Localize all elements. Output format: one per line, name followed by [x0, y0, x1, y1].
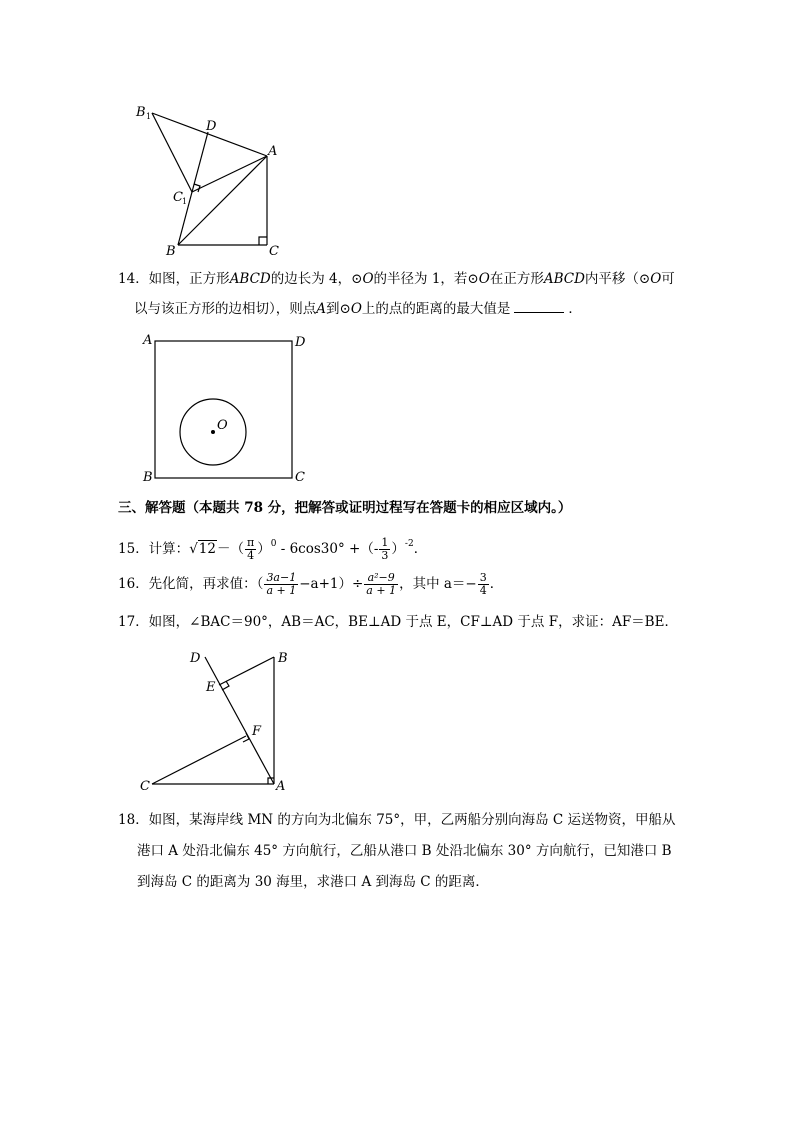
figure-q13 — [130, 100, 290, 260]
q14-text-a: ．如图，正方形 — [135, 271, 230, 287]
q14-o-3: O — [650, 271, 662, 287]
q16-frac-2 — [364, 572, 398, 597]
section-3-title: 三、解答题 — [118, 500, 186, 516]
label-b: B — [143, 470, 153, 485]
segment-a-b — [178, 156, 267, 245]
label-c1-sub: 1 — [182, 197, 188, 206]
label-b1-sub: 1 — [146, 112, 152, 121]
segment-a-c1 — [192, 156, 267, 192]
q14-line-1 — [118, 270, 675, 288]
q14-text-h: 到⊙ — [326, 301, 351, 317]
label-d: D — [190, 651, 201, 666]
q15-frac-pi-4 — [245, 537, 256, 562]
label-a: A — [268, 144, 278, 159]
q15-three: 3 — [381, 549, 389, 562]
q14-text-g: 以与该正方形的边相切），则点 — [134, 301, 317, 317]
label-b1: B — [136, 105, 146, 120]
q15-four: 4 — [247, 549, 255, 562]
q18-line-1 — [118, 811, 676, 829]
q14-abcd-2: ABCD — [543, 271, 585, 287]
q15-end: ． — [413, 541, 428, 557]
q16-den2: a + 1 — [366, 584, 397, 597]
label-a: A — [143, 333, 153, 348]
section-3-heading — [118, 499, 571, 517]
label-o: O — [217, 418, 228, 433]
q15-close2: ） — [391, 541, 405, 557]
q14-text-e: 内平移（⊙ — [584, 271, 651, 287]
q14-o-2: O — [478, 271, 490, 287]
q14-abcd-1: ABCD — [229, 271, 271, 287]
q16-mid2: ，其中 a＝− — [399, 576, 477, 592]
q15-close0: ） — [257, 541, 271, 557]
q18-line-3 — [137, 873, 489, 891]
label-c: C — [269, 244, 279, 259]
q16-number: 16 — [118, 576, 136, 592]
section-3-note: （本题共 78 分，把解答或证明过程写在答题卡的相应区域内。） — [185, 500, 572, 516]
segment-e-b — [219, 657, 274, 685]
figure-q14 — [140, 330, 310, 490]
label-b: B — [166, 244, 176, 259]
label-c: C — [295, 470, 305, 485]
q18-text-2: 港口 A 处沿北偏东 45° 方向航行，乙船从港口 B 处沿北偏东 30° 方向航行，已知港口 B — [137, 843, 672, 859]
segment-d-a — [205, 657, 274, 784]
label-c1: C — [173, 190, 183, 205]
q16-frac-1 — [264, 572, 298, 597]
q16-end: ． — [489, 576, 504, 592]
q16-mid1: −a+1）÷ — [299, 576, 364, 592]
q18-text-3: 到海岛 C 的距离为 30 海里，求港口 A 到海岛 C 的距离． — [137, 874, 489, 890]
segment-b1-c1 — [152, 113, 192, 192]
label-d: D — [206, 119, 217, 134]
q14-point-a: A — [316, 301, 326, 317]
q15-frac-1-3 — [379, 537, 390, 562]
q17-number: 17 — [118, 614, 136, 630]
label-e: E — [206, 680, 216, 695]
label-c: C — [140, 779, 150, 794]
q15-line: 15．计算：√12－（ $\frac{\pi}{4}$ ）$^0$ - 6cos30° +（- $\frac{1}{3}$ ）$^{-2}$． — [118, 536, 428, 562]
center-o — [211, 430, 215, 434]
label-f: F — [252, 724, 262, 739]
q15-one: 1 — [381, 536, 389, 549]
q16-num2: a²−9 — [364, 572, 398, 585]
label-a: A — [276, 779, 286, 794]
q14-number: 14 — [118, 271, 136, 287]
q16-den3: 4 — [479, 584, 487, 597]
q18-number: 18 — [118, 812, 136, 828]
segment-c-f — [152, 736, 246, 784]
q15-minus: －（ — [216, 541, 244, 557]
q15-pi: π — [246, 536, 255, 549]
q15-exp0: 0 — [270, 539, 277, 549]
q14-text-b: 的边长为 4，⊙ — [270, 271, 363, 287]
q17-text: ．如图，∠BAC＝90°，AB＝AC，BE⊥AD 于点 E，CF⊥AD 于点 F，求证：AF＝BE． — [135, 614, 678, 630]
q14-text-j: ． — [568, 301, 582, 317]
q15-exp2: -2 — [404, 539, 414, 549]
q14-text-f: 可 — [661, 271, 675, 287]
q15-sqrt-12: 12 — [198, 541, 216, 557]
label-d: D — [295, 335, 306, 350]
q14-o-1: O — [362, 271, 374, 287]
q14-answer-blank[interactable] — [514, 300, 564, 313]
q15-number: 15 — [118, 541, 136, 557]
q16-den1: a + 1 — [266, 584, 297, 597]
q16-frac-3 — [478, 572, 489, 597]
q14-line-2 — [134, 300, 582, 318]
label-b: B — [278, 651, 288, 666]
q18-text-1: ．如图，某海岸线 MN 的方向为北偏东 75°，甲，乙两船分别向海岛 C 运送物资，甲船从 — [135, 812, 676, 828]
q17-line — [118, 613, 678, 631]
q15-prefix: ．计算： — [135, 541, 190, 557]
q14-text-d: 在正方形 — [489, 271, 544, 287]
figure-q17 — [135, 645, 295, 800]
q14-o-4: O — [350, 301, 362, 317]
square-abcd — [155, 341, 292, 478]
q16-prefix: ．先化简，再求值：（ — [135, 576, 264, 592]
q14-text-i: 上的点的距离的最大值是 — [361, 301, 511, 317]
q16-num3: 3 — [479, 571, 487, 584]
q15-mid: - 6cos30° +（- — [276, 541, 379, 557]
right-angle-mark-c — [259, 237, 267, 245]
q18-line-2 — [137, 842, 672, 860]
q16-num1: 3a−1 — [266, 571, 297, 584]
segment-d-c1 — [192, 132, 208, 192]
q14-text-c: 的半径为 1，若⊙ — [373, 271, 479, 287]
q16-line — [118, 570, 503, 598]
